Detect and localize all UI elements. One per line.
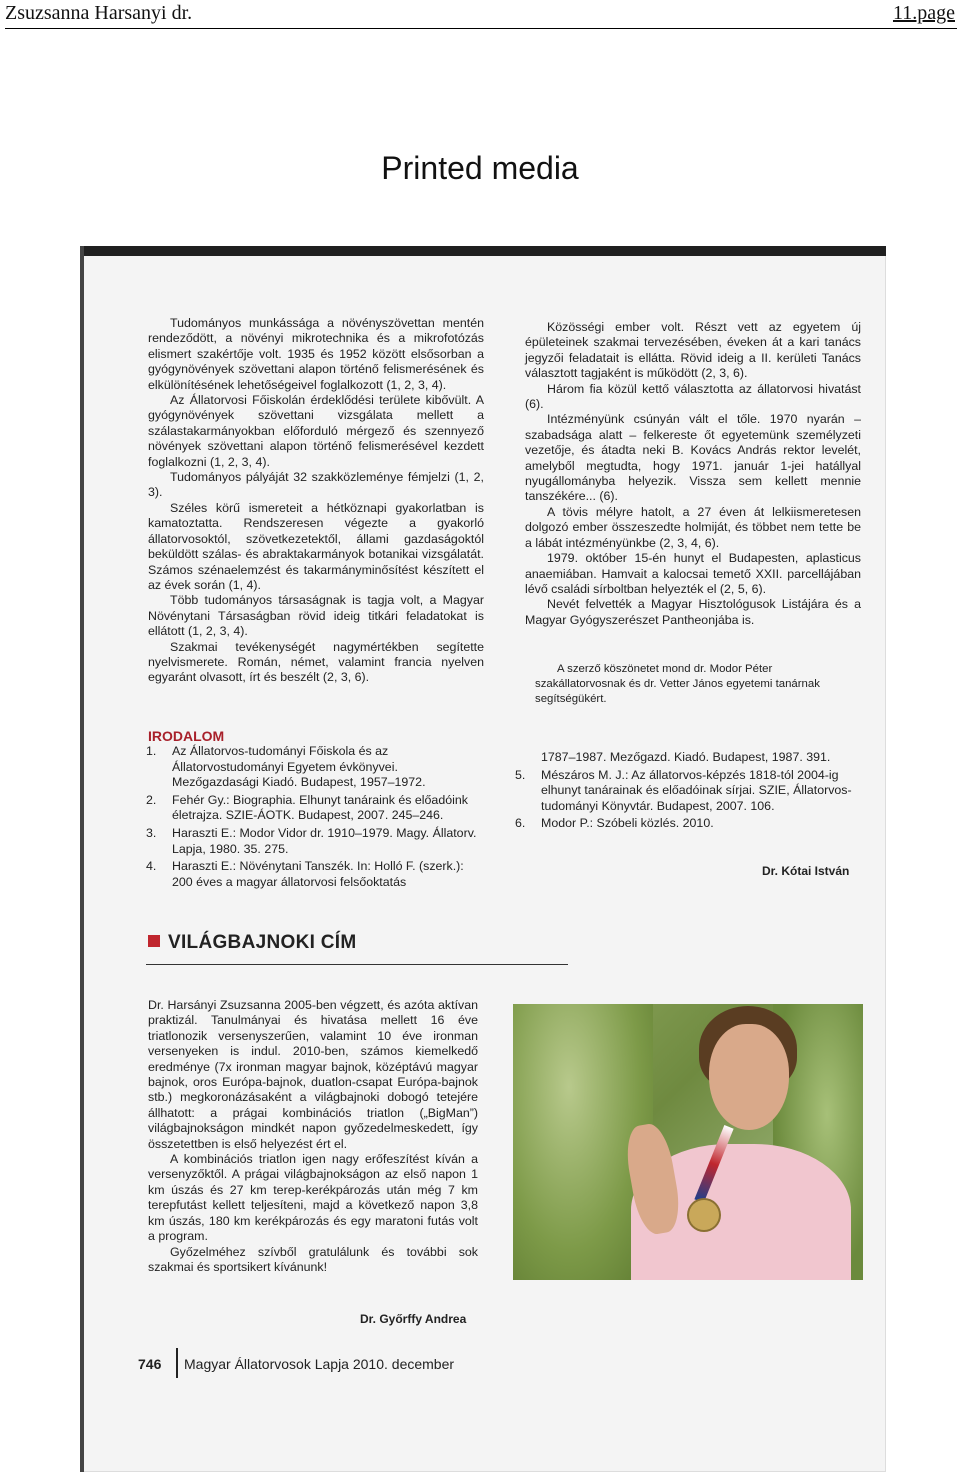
reference-number: 2. — [146, 792, 157, 807]
paragraph: Intézményünk csúnyán vált el tőle. 1970 nyarán – szabadsága alatt – felkereste őt egyetemünk személyzeti vezetője, és átadta neki B. Kovács András rektor levelét, amelyből megtudta, hogy 1971. január 1-jei hatállyal nyugállományba helyezik. Vissza sem kellett mennie tanszékére... (6). — [525, 412, 861, 504]
acknowledgement: A szerző köszönetet mond dr. Modor Péter szakállatorvosnak és dr. Vetter János egyetemi tanárnak segítségükért. — [535, 663, 820, 705]
reference-item — [515, 816, 855, 832]
header-author: Zsuzsanna Harsanyi dr. — [5, 2, 193, 24]
scanned-magazine-page — [80, 246, 886, 1472]
article-left-column — [148, 316, 484, 686]
reference-text: Az Állatorvos-tudományi Főiskola és az Állatorvostudományi Egyetem évkönyvei. Mezőgazdasági Kiadó. Budapest, 1957–1972. — [172, 744, 426, 790]
author-signature: Dr. Kótai István — [762, 864, 850, 878]
paragraph: Közösségi ember volt. Részt vett az egyetem új épületeinek szakmai tervezésében, éveken át a kari tanács jegyzői feladatait is ellátta. Rövid ideig a II. kerületi Tanács választott tagjaként is működött (2, 3, 6). — [525, 320, 861, 381]
reference-text: 1787–1987. Mezőgazd. Kiadó. Budapest, 1987. 391. — [541, 750, 831, 764]
reference-item — [146, 859, 486, 890]
reference-text: Mészáros M. J.: Az állatorvos-képzés 1818-tól 2004-ig elhunyt tanárainak és előadóinak sírjai. SZIE, Állatorvos-tudományi Könyvtár. Budapest, 2007. 106. — [541, 767, 852, 813]
page-title: Printed media — [381, 150, 579, 186]
reference-text: Modor P.: Szóbeli közlés. 2010. — [541, 816, 714, 831]
magazine-footer: Magyar Állatorvosok Lapja 2010. december — [184, 1356, 455, 1372]
scan-top-edge — [80, 246, 886, 256]
references-list-right — [515, 750, 855, 834]
paragraph: Szakmai tevékenységét nagymértékben segítette nyelvismerete. Román, német, valamint francia nyelven egyaránt olvasott, írt és beszélt (2, 3, 6). — [148, 639, 484, 685]
paragraph: 1979. október 15-én hunyt el Budapesten, aplasticus anaemiában. Hamvait a kalocsai temető XXII. parcellájában lévő családi sírboltban helyezték el (2, 5, 6). — [525, 551, 861, 596]
paragraph: A kombinációs triatlon igen nagy erőfeszítést kíván a versenyzőktől. A prágai világbajnokságon az első napon 1 km úszás és 27 km terep-kerékpározás után még 7 km terepfutást kellett teljesíteni, majd a következő napon 3,8 km úszás, 180 km kerékpározás és egy maratoni futás volt a program. — [148, 1152, 478, 1244]
paragraph: Három fia közül kettő választotta az állatorvosi hivatást (6). — [525, 381, 861, 412]
world-champion-heading-text: VILÁGBAJNOKI CÍM — [168, 932, 357, 953]
athlete-photo — [513, 1004, 863, 1280]
paragraph: Tudományos pályáját 32 szakközleménye fémjelzi (1, 2, 3). — [148, 470, 484, 500]
reference-number: 6. — [515, 816, 526, 831]
scan-left-edge — [80, 246, 84, 1472]
article-right-column — [525, 320, 861, 628]
header-page-label — [893, 2, 955, 25]
references-heading: IRODALOM — [148, 728, 225, 744]
reference-item — [515, 750, 855, 766]
reference-number: 3. — [146, 825, 157, 840]
reference-text: Fehér Gy.: Biographia. Elhunyt tanáraink és előadóink életrajza. SZIE-ÁOTK. Budapest, 2007. 245–246. — [172, 792, 468, 823]
paragraph: Tudományos munkássága a növényszövettan mentén rendeződött, a növényi mikrotechnika és a mikrofotózás elismert szakértője volt. 1935 és 1952 között elsősorban a gyógynövények szövettani alapon történő felismerésének és elkülönítésének lehetőségeivel foglalkozott (1, 2, 3, 4). — [148, 316, 484, 392]
medal-icon — [689, 1200, 719, 1230]
reference-item — [146, 826, 486, 857]
paragraph: A tövis mélyre hatolt, a 27 éven át lelkiismeretesen dolgozó ember összeszedte holmiját, és többet nem tette be a lábát intézményünkbe (2, 3, 4, 6). — [525, 504, 861, 550]
footer-divider — [176, 1348, 178, 1378]
paragraph: Több tudományos társaságnak is tagja volt, a Magyar Növénytani Társaságban rövid ideig titkári feladatokat is ellátott (1, 2, 3, 4). — [148, 593, 484, 639]
reference-number: 4. — [146, 859, 157, 874]
paragraph: Győzelméhez szívből gratulálunk és további sok szakmai és sportsikert kívánunk! — [148, 1244, 478, 1274]
photo-face — [709, 1024, 789, 1130]
reference-text: Haraszti E.: Modor Vidor dr. 1910–1979. Magy. Állatorv. Lapja, 1980. 35. 275. — [172, 825, 477, 856]
heading-divider — [146, 964, 568, 965]
magazine-page-number: 746 — [138, 1356, 162, 1372]
reference-item — [146, 744, 486, 791]
world-champion-column — [148, 998, 478, 1275]
reference-item — [515, 768, 855, 815]
red-square-icon — [148, 935, 160, 947]
author-signature: Dr. Győrffy Andrea — [360, 1312, 467, 1326]
references-list-left — [146, 744, 486, 892]
paragraph: Széles körű ismereteit a hétköznapi gyakorlatban is kamatoztatta. Rendszeresen végezte a gyakorló állatorvosoktól, szövetkezetektől, állami gazdaságoktól beküldött szálas- és abraktakarmányok botanikai vizsgálatát. Számos szénaelemzést és takarmányminősítést készített el az évek során (1, 4). — [148, 500, 484, 592]
paragraph: Az Állatorvosi Főiskolán érdeklődési területe kibővült. A gyógynövények szövettani vizsgálata mellett a szálastakarmányokban előforduló mérgező és szennyező növények szövettani alapon történő felismerésével kezdett foglalkozni (1, 2, 3, 4). — [148, 393, 484, 469]
reference-item — [146, 793, 486, 824]
reference-text: Haraszti E.: Növénytani Tanszék. In: Holló F. (szerk.): 200 éves a magyar állatorvosi felsőoktatás — [172, 859, 464, 889]
world-champion-heading — [148, 932, 356, 954]
paragraph: Nevét felvették a Magyar Hisztológusok Listájára és a Magyar Gyógyszerészet Pantheonjába is. — [525, 597, 861, 627]
page-header — [5, 2, 957, 29]
reference-number: 5. — [515, 767, 526, 782]
reference-number: 1. — [146, 744, 157, 758]
page-label-text: 11.page — [892, 2, 955, 24]
paragraph: Dr. Harsányi Zsuzsanna 2005-ben végzett, és azóta aktívan praktizál. Tanulmányai és hivatása mellett 16 éve triatlonozik versenyszerűen, valamint 10 éve ironman versenyeken is indul. 2010-ben, számos kiemelkedő eredménye (7x ironman magyar bajnok, középtávú magyar bajnok, oros Európa-bajnok, duatlon-csapat Európa-bajnok stb.) megkoronázásaként a világbajnoki dobogó tetejére állhatott: a prágai kombinációs triatlon („BigMan”) világbajnokságon mindkét napon győzedelmeskedett, így összetettben is első helyezést ért el. — [148, 998, 478, 1151]
